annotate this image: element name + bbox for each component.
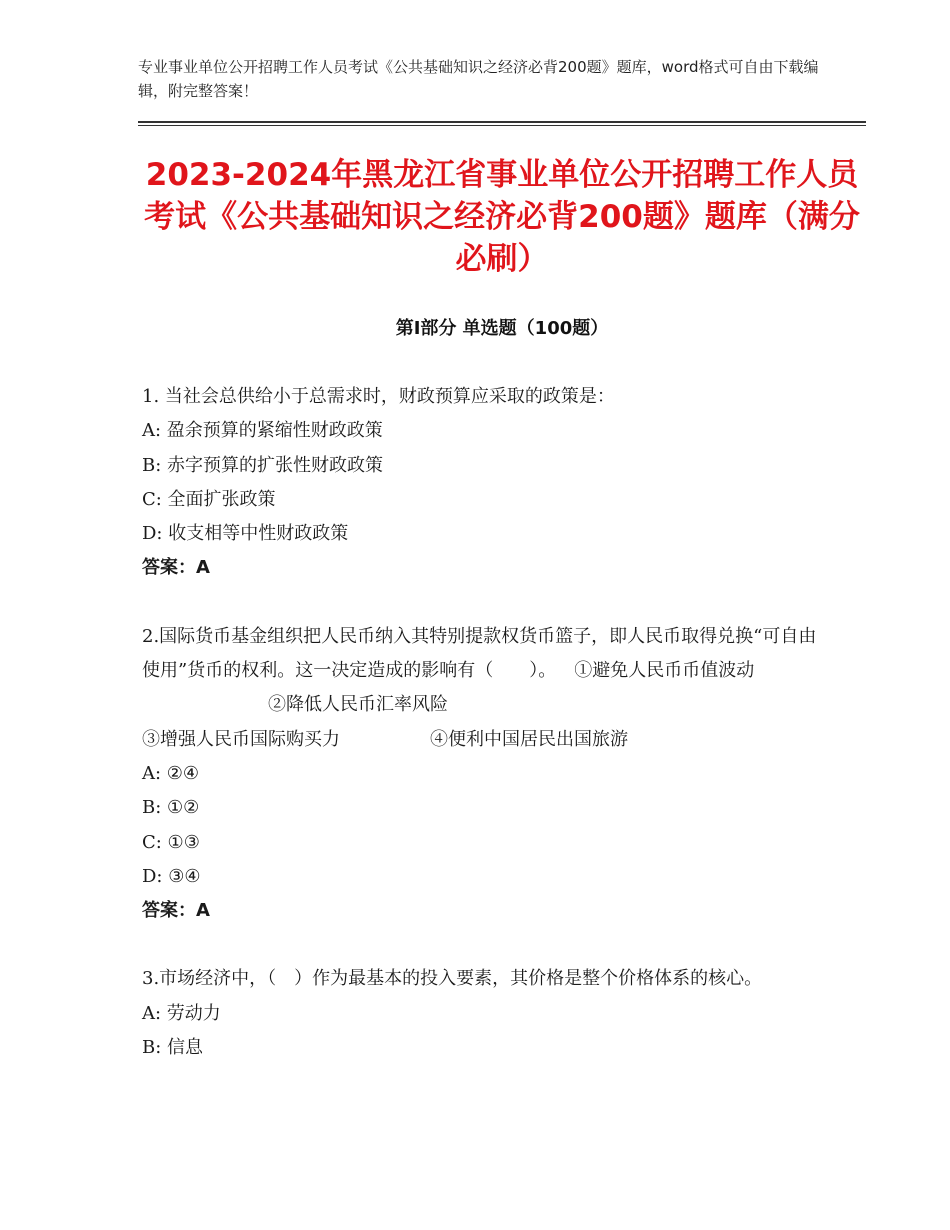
- question-text: 1. 当社会总供给小于总需求时，财政预算应采取的政策是：: [142, 386, 615, 407]
- option-c: C: ①③: [142, 831, 200, 853]
- choice-4: ④便利中国居民出国旅游: [430, 728, 628, 750]
- option-a: A: ②④: [142, 762, 200, 784]
- question-2: [142, 620, 822, 929]
- question-1: [142, 380, 822, 586]
- choice-3: ③增强人民币国际购买力: [142, 728, 340, 750]
- option-a: A: 盈余预算的紧缩性财政政策: [142, 420, 383, 442]
- question-stem: 2.国际货币基金组织把人民币纳入其特别提款权货币篮子，即人民币取得兑换“可自由使用”货币的权利。这一决定造成的影响有（ ）。: [142, 625, 817, 682]
- section-title: 第Ⅰ部分 单选题（100题）: [395, 318, 609, 339]
- option-b: B: 信息: [142, 1037, 204, 1059]
- question-text: [142, 620, 822, 723]
- document-title: 2023-2024年黑龙江省事业单位公开招聘工作人员考试《公共基础知识之经济必背200题》题库（满分必刷）: [144, 157, 860, 277]
- answer: 答案：A: [142, 900, 210, 922]
- question-3: [142, 962, 822, 1065]
- question-text: 3.市场经济中，（ ）作为最基本的投入要素，其价格是整个价格体系的核心。: [142, 968, 763, 990]
- choice-2: ②降低人民币汇率风险: [268, 694, 448, 716]
- question-choices-row: [142, 723, 822, 757]
- header-divider-thin: [138, 125, 866, 126]
- option-c: C: 全面扩张政策: [142, 488, 276, 510]
- option-d: D: ③④: [142, 865, 201, 887]
- choice-1: ①避免人民币币值波动: [574, 660, 755, 682]
- option-d: D: 收支相等中性财政政策: [142, 523, 349, 545]
- question-list: [142, 380, 822, 1099]
- option-a: A: 劳动力: [142, 1002, 221, 1024]
- answer: 答案：A: [142, 557, 210, 579]
- option-b: B: ①②: [142, 797, 200, 819]
- header-note: 专业事业单位公开招聘工作人员考试《公共基础知识之经济必背200题》题库，word格式可自由下载编辑，附完整答案！: [138, 58, 819, 100]
- option-b: B: 赤字预算的扩张性财政政策: [142, 454, 384, 476]
- header-divider: [138, 121, 866, 123]
